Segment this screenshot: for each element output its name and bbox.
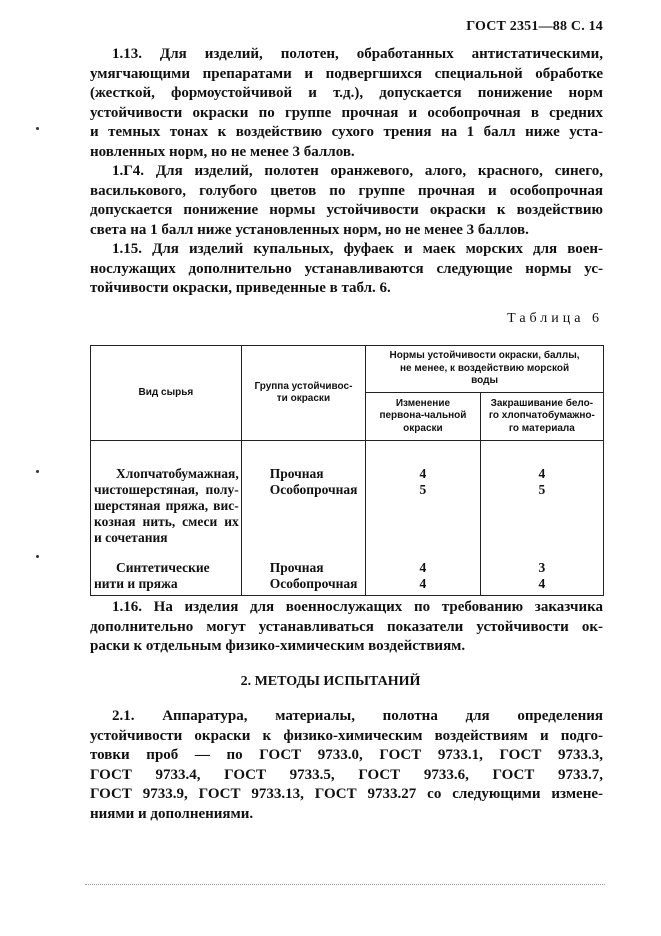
header-norms: Нормы устойчивости окраски, баллы, не менее, к воздействию морской воды: [366, 346, 604, 393]
scan-dot: [36, 555, 39, 558]
text-line: (жесткой, формоустойчивой и т.д.), допускается понижение норм: [90, 85, 603, 102]
text-line: ГОСТ 9733.9, ГОСТ 9733.13, ГОСТ 9733.27 со следующими измене-: [90, 786, 603, 803]
text-line: дополнительно могут устанавливаться показатели устойчивости ок-: [90, 618, 603, 635]
change-value: 4: [419, 560, 427, 575]
header-raw: Вид сырья: [91, 346, 242, 441]
header-staining: Закрашивание бело-го хлопчатобумажно-го материала: [480, 393, 603, 441]
header-group: Группа устойчивос-ти окраски: [241, 346, 365, 441]
table-caption: Таблица 6: [507, 311, 603, 326]
section-heading: 2. МЕТОДЫ ИСПЫТАНИЙ: [240, 674, 421, 689]
staining-value: 4: [538, 576, 546, 591]
text-line: нослужащих дополнительно устанавливаются следующие нормы ус-: [90, 260, 603, 277]
table-row: [91, 441, 604, 561]
change-value: 4: [419, 466, 427, 481]
group-value: Прочная: [269, 466, 324, 481]
header-change: Изменение первона-чальной окраски: [366, 393, 481, 441]
text-line: 1.16. На изделия для военнослужащих по требованию заказчика: [112, 599, 603, 615]
text-line: василькового, голубого цветов по группе прочная и особопрочная: [90, 182, 603, 199]
text-line: ГОСТ 9733.4, ГОСТ 9733.5, ГОСТ 9733.6, ГОСТ 9733.7,: [90, 766, 603, 783]
text-line: света на 1 балл ниже установленных норм, но не менее 3 баллов.: [90, 221, 529, 238]
text-line: товки проб — по ГОСТ 9733.0, ГОСТ 9733.1, ГОСТ 9733.3,: [90, 747, 603, 764]
cell-staining: [480, 560, 603, 596]
text-line: тойчивости окраски, приведенные в табл. 6.: [90, 280, 391, 297]
scan-artifact-line: [85, 884, 605, 885]
text-line: 1.13. Для изделий, полотен, обработанных антистатическими,: [112, 46, 603, 62]
scan-dot: [36, 470, 39, 473]
table-6: [90, 345, 604, 596]
group-value: Особопрочная: [269, 482, 358, 497]
text-line: допускается понижение нормы устойчивости окраски к воздействию: [90, 202, 603, 219]
group-value: Прочная: [269, 560, 324, 575]
text-line: раски к отдельным физико-химическим воздействиям.: [90, 638, 466, 655]
text-line: 1.15. Для изделий купальных, фуфаек и маек морских для воен-: [112, 241, 603, 257]
page-header: ГОСТ 2351—88 С. 14: [466, 19, 603, 34]
cell-raw: Синтетические нити и пряжа: [91, 560, 242, 596]
cell-raw: Хлопчатобумажная, чистошерстяная, полу-шерстяная пряжа, вис-козная нить, смеси их и сочетания: [91, 441, 242, 561]
scan-dot: [36, 127, 39, 130]
cell-group: [241, 560, 365, 596]
paragraph-2-1: [90, 707, 603, 825]
paragraph-1-14: [90, 162, 603, 240]
text-line: новленных норм, но не менее 3 баллов.: [90, 143, 355, 160]
staining-value: 3: [538, 560, 546, 575]
cell-change: [366, 560, 481, 596]
text-line: и темных тонах к воздействию сухого трения на 1 балл ниже уста-: [90, 124, 603, 141]
change-value: 4: [419, 576, 427, 591]
cell-group: [241, 441, 365, 561]
table-row: [91, 560, 604, 596]
paragraph-1-13: [90, 45, 603, 163]
text-line: устойчивости окраски по группе прочная и особопрочная в средних: [90, 104, 603, 121]
change-value: 5: [419, 482, 427, 497]
paragraph-1-15: [90, 240, 603, 299]
paragraph-1-16: [90, 598, 603, 657]
text-line: устойчивости окраски к физико-химическим воздействиям и подго-: [90, 727, 603, 744]
text-line: умягчающими препаратами и подвергшихся специальной обработке: [90, 65, 603, 82]
staining-value: 4: [538, 466, 546, 481]
staining-value: 5: [538, 482, 546, 497]
text-line: 2.1. Аппаратура, материалы, полотна для определения: [112, 708, 603, 724]
text-line: 1.Г4. Для изделий, полотен оранжевого, алого, красного, синего,: [112, 163, 603, 179]
group-value: Особопрочная: [269, 576, 358, 591]
cell-staining: [480, 441, 603, 561]
cell-change: [366, 441, 481, 561]
text-line: ниями и дополнениями.: [90, 805, 254, 822]
